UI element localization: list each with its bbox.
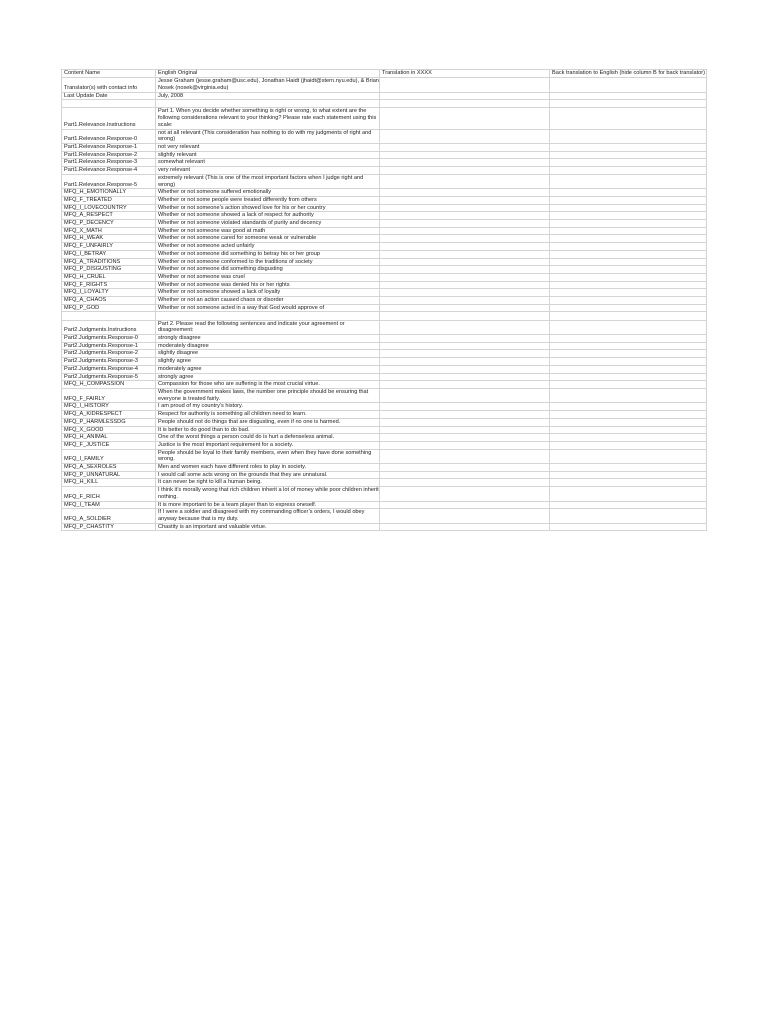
translation-cell[interactable] (380, 335, 550, 343)
translation-cell[interactable] (380, 449, 550, 463)
english-original-cell[interactable]: Part 2. Please read the following sentences and indicate your agreement or disagreement: (156, 320, 380, 334)
back-translation-cell[interactable] (550, 312, 707, 320)
content-name-cell[interactable]: MFQ_H_ANIMAL (62, 434, 156, 442)
english-original-cell[interactable]: Whether or not an action caused chaos or disorder (156, 297, 380, 305)
content-name-cell[interactable]: Part2.Judgments.Response-5 (62, 373, 156, 381)
english-original-cell[interactable]: somewhat relevant (156, 159, 380, 167)
header-translation[interactable]: Translation in XXXX (380, 70, 550, 78)
content-name-cell[interactable]: MFQ_I_BETRAY (62, 250, 156, 258)
back-translation-cell[interactable] (550, 196, 707, 204)
table-row (62, 335, 707, 343)
content-name-cell[interactable]: MFQ_P_HARMLESSDG (62, 418, 156, 426)
translation-cell[interactable] (380, 479, 550, 487)
content-name-cell[interactable]: Part2.Judgments.Response-1 (62, 342, 156, 350)
english-original-cell[interactable]: not at all relevant (This consideration has nothing to do with my judgments of right and wrong) (156, 129, 380, 143)
back-translation-cell[interactable] (550, 471, 707, 479)
table-row (62, 250, 707, 258)
content-name-cell[interactable]: MFQ_H_WEAK (62, 235, 156, 243)
back-translation-cell[interactable] (550, 523, 707, 531)
table-row (62, 297, 707, 305)
translation-cell[interactable] (380, 342, 550, 350)
content-name-cell[interactable]: MFQ_F_JUSTICE (62, 441, 156, 449)
spreadsheet (61, 69, 706, 531)
back-translation-cell[interactable] (550, 220, 707, 228)
back-translation-cell[interactable] (550, 167, 707, 175)
content-name-cell[interactable]: Part1.Relevance.Response-4 (62, 167, 156, 175)
content-name-cell[interactable]: MFQ_A_CHAOS (62, 297, 156, 305)
english-original-cell[interactable]: I am proud of my country’s history. (156, 403, 380, 411)
content-name-cell[interactable]: MFQ_I_FAMILY (62, 449, 156, 463)
english-original-cell[interactable]: It can never be right to kill a human being. (156, 479, 380, 487)
translation-cell[interactable] (380, 487, 550, 501)
content-name-cell[interactable]: MFQ_F_RIGHTS (62, 281, 156, 289)
english-original-cell[interactable]: One of the worst things a person could do is hurt a defenseless animal. (156, 434, 380, 442)
table-row (62, 273, 707, 281)
table-row (62, 144, 707, 152)
english-original-cell[interactable]: I would call some acts wrong on the grounds that they are unnatural. (156, 471, 380, 479)
back-translation-cell[interactable] (550, 151, 707, 159)
content-name-cell[interactable]: MFQ_I_LOVECOUNTRY (62, 204, 156, 212)
english-original-cell[interactable]: July, 2008 (156, 92, 380, 100)
english-original-cell[interactable]: slightly agree (156, 358, 380, 366)
table-row (62, 411, 707, 419)
english-original-cell[interactable]: Jesse Graham (jesse.graham@usc.edu), Jonathan Haidt (jhaidt@stern.nyu.edu), & Brian Nosek (nosek@virginia.edu) (156, 78, 380, 92)
back-translation-cell[interactable] (550, 350, 707, 358)
translation-cell[interactable] (380, 108, 550, 129)
back-translation-cell[interactable] (550, 487, 707, 501)
back-translation-cell[interactable] (550, 297, 707, 305)
translation-cell[interactable] (380, 266, 550, 274)
header-back-translation[interactable]: Back translation to English (hide column B for back translator) (550, 70, 707, 78)
english-original-cell[interactable]: Whether or not someone violated standards of purity and decency (156, 220, 380, 228)
table-row (62, 350, 707, 358)
english-original-cell[interactable]: Whether or not some people were treated differently from others (156, 196, 380, 204)
table-row (62, 289, 707, 297)
back-translation-cell[interactable] (550, 273, 707, 281)
table-row (62, 129, 707, 143)
english-original-cell[interactable]: If I were a soldier and disagreed with my commanding officer’s orders, I would obey anyway because that is my duty. (156, 509, 380, 523)
content-name-cell[interactable]: Last Update Date (62, 92, 156, 100)
back-translation-cell[interactable] (550, 289, 707, 297)
english-original-cell[interactable]: Whether or not someone showed a lack of loyalty (156, 289, 380, 297)
table-row (62, 479, 707, 487)
translation-cell[interactable] (380, 418, 550, 426)
table-row (62, 487, 707, 501)
back-translation-cell[interactable] (550, 129, 707, 143)
table-row (62, 312, 707, 320)
english-original-cell[interactable]: Whether or not someone cared for someone weak or vulnerable (156, 235, 380, 243)
table-row (62, 449, 707, 463)
translation-cell[interactable] (380, 220, 550, 228)
english-original-cell[interactable]: Whether or not someone showed a lack of respect for authority (156, 212, 380, 220)
translation-cell[interactable] (380, 441, 550, 449)
content-name-cell[interactable]: MFQ_P_UNNATURAL (62, 471, 156, 479)
back-translation-cell[interactable] (550, 388, 707, 402)
back-translation-cell[interactable] (550, 159, 707, 167)
table-row (62, 189, 707, 197)
content-name-cell[interactable]: Part1.Relevance.Response-0 (62, 129, 156, 143)
english-original-cell[interactable]: extremely relevant (This is one of the most important factors when I judge right and wrong) (156, 174, 380, 188)
translation-cell[interactable] (380, 411, 550, 419)
translation-cell[interactable] (380, 471, 550, 479)
back-translation-cell[interactable] (550, 342, 707, 350)
content-name-cell[interactable]: MFQ_I_HISTORY (62, 403, 156, 411)
table-row (62, 403, 707, 411)
translation-cell[interactable] (380, 129, 550, 143)
table-row (62, 426, 707, 434)
content-name-cell[interactable]: Part1.Relevance.Response-1 (62, 144, 156, 152)
table-row (62, 281, 707, 289)
translation-cell[interactable] (380, 281, 550, 289)
table-row (62, 151, 707, 159)
english-original-cell[interactable]: strongly agree (156, 373, 380, 381)
table-row (62, 320, 707, 334)
content-name-cell[interactable]: MFQ_A_KIDRESPECT (62, 411, 156, 419)
english-original-cell[interactable]: Whether or not someone was cruel (156, 273, 380, 281)
translation-cell[interactable] (380, 434, 550, 442)
content-name-cell[interactable]: MFQ_X_MATH (62, 227, 156, 235)
english-original-cell[interactable]: Whether or not someone acted in a way that God would approve of (156, 304, 380, 312)
back-translation-cell[interactable] (550, 320, 707, 334)
english-original-cell[interactable] (156, 312, 380, 320)
content-name-cell[interactable]: MFQ_H_EMOTIONALLY (62, 189, 156, 197)
header-content-name[interactable]: Content Name (62, 70, 156, 78)
table-row (62, 235, 707, 243)
translation-cell[interactable] (380, 196, 550, 204)
back-translation-cell[interactable] (550, 373, 707, 381)
content-name-cell[interactable]: MFQ_P_GOD (62, 304, 156, 312)
back-translation-cell[interactable] (550, 250, 707, 258)
table-row (62, 78, 707, 92)
english-original-cell[interactable]: Part 1. When you decide whether something is right or wrong, to what extent are the following considerations relevant to your thinking? Please rate each statement using this scale: (156, 108, 380, 129)
content-name-cell[interactable]: MFQ_A_TRADITIONS (62, 258, 156, 266)
english-original-cell[interactable]: I think it’s morally wrong that rich children inherit a lot of money while poor children inherit nothing. (156, 487, 380, 501)
translation-cell[interactable] (380, 365, 550, 373)
back-translation-cell[interactable] (550, 227, 707, 235)
table-row (62, 243, 707, 251)
english-original-cell[interactable] (156, 100, 380, 108)
table-row (62, 388, 707, 402)
english-original-cell[interactable]: Whether or not someone did something disgusting (156, 266, 380, 274)
back-translation-cell[interactable] (550, 92, 707, 100)
english-original-cell[interactable]: slightly relevant (156, 151, 380, 159)
table-row (62, 304, 707, 312)
back-translation-cell[interactable] (550, 501, 707, 509)
back-translation-cell[interactable] (550, 335, 707, 343)
translation-cell[interactable] (380, 509, 550, 523)
english-original-cell[interactable]: Whether or not someone’s action showed love for his or her country (156, 204, 380, 212)
content-name-cell[interactable]: MFQ_A_SOLDIER (62, 509, 156, 523)
english-original-cell[interactable]: Justice is the most important requirement for a society. (156, 441, 380, 449)
english-original-cell[interactable]: moderately agree (156, 365, 380, 373)
table-row (62, 266, 707, 274)
translation-cell[interactable] (380, 373, 550, 381)
content-name-cell[interactable]: MFQ_I_LOYALTY (62, 289, 156, 297)
table-row (62, 108, 707, 129)
translation-cell[interactable] (380, 212, 550, 220)
translation-cell[interactable] (380, 204, 550, 212)
english-original-cell[interactable]: Compassion for those who are suffering is the most crucial virtue. (156, 381, 380, 389)
content-name-cell[interactable]: Part1.Relevance.Response-2 (62, 151, 156, 159)
table-row (62, 167, 707, 175)
translation-cell[interactable] (380, 289, 550, 297)
translation-cell[interactable] (380, 144, 550, 152)
translation-cell[interactable] (380, 174, 550, 188)
content-name-cell[interactable]: Part2.Judgments.Instructions (62, 320, 156, 334)
header-english-original[interactable]: English Original (156, 70, 380, 78)
english-original-cell[interactable]: Whether or not someone acted unfairly (156, 243, 380, 251)
table-body (62, 78, 707, 531)
table-row (62, 501, 707, 509)
content-name-cell[interactable]: MFQ_F_UNFAIRLY (62, 243, 156, 251)
back-translation-cell[interactable] (550, 464, 707, 472)
content-name-cell[interactable]: MFQ_A_SEXROLES (62, 464, 156, 472)
back-translation-cell[interactable] (550, 266, 707, 274)
table-row (62, 258, 707, 266)
content-name-cell[interactable] (62, 100, 156, 108)
translation-cell[interactable] (380, 320, 550, 334)
english-original-cell[interactable]: strongly disagree (156, 335, 380, 343)
content-name-cell[interactable]: Translator(s) with contact info (62, 78, 156, 92)
back-translation-cell[interactable] (550, 189, 707, 197)
table-row (62, 204, 707, 212)
content-name-cell[interactable]: Part2.Judgments.Response-4 (62, 365, 156, 373)
translation-cell[interactable] (380, 304, 550, 312)
table-row (62, 212, 707, 220)
back-translation-cell[interactable] (550, 258, 707, 266)
table-row (62, 464, 707, 472)
translation-cell[interactable] (380, 388, 550, 402)
header-row (62, 70, 707, 78)
english-original-cell[interactable]: Whether or not someone did something to betray his or her group (156, 250, 380, 258)
table-row (62, 381, 707, 389)
translation-cell[interactable] (380, 464, 550, 472)
translation-cell[interactable] (380, 312, 550, 320)
translation-cell[interactable] (380, 358, 550, 366)
table-row (62, 418, 707, 426)
back-translation-cell[interactable] (550, 235, 707, 243)
back-translation-cell[interactable] (550, 243, 707, 251)
content-name-cell[interactable]: Part1.Relevance.Response-3 (62, 159, 156, 167)
translation-table (61, 69, 707, 531)
back-translation-cell[interactable] (550, 381, 707, 389)
table-row (62, 441, 707, 449)
content-name-cell[interactable]: MFQ_H_KILL (62, 479, 156, 487)
content-name-cell[interactable]: MFQ_I_TEAM (62, 501, 156, 509)
back-translation-cell[interactable] (550, 78, 707, 92)
table-row (62, 471, 707, 479)
back-translation-cell[interactable] (550, 479, 707, 487)
back-translation-cell[interactable] (550, 174, 707, 188)
english-original-cell[interactable]: It is more important to be a team player than to express oneself. (156, 501, 380, 509)
back-translation-cell[interactable] (550, 281, 707, 289)
back-translation-cell[interactable] (550, 144, 707, 152)
content-name-cell[interactable]: MFQ_H_COMPASSION (62, 381, 156, 389)
translation-cell[interactable] (380, 159, 550, 167)
content-name-cell[interactable]: Part1.Relevance.Response-5 (62, 174, 156, 188)
content-name-cell[interactable]: MFQ_P_CHASTITY (62, 523, 156, 531)
english-original-cell[interactable]: People should be loyal to their family members, even when they have done something wrong. (156, 449, 380, 463)
translation-cell[interactable] (380, 273, 550, 281)
content-name-cell[interactable]: MFQ_P_DECENCY (62, 220, 156, 228)
table-row (62, 434, 707, 442)
content-name-cell[interactable]: MFQ_A_RESPECT (62, 212, 156, 220)
back-translation-cell[interactable] (550, 212, 707, 220)
translation-cell[interactable] (380, 426, 550, 434)
content-name-cell[interactable]: MFQ_F_RICH (62, 487, 156, 501)
back-translation-cell[interactable] (550, 449, 707, 463)
translation-cell[interactable] (380, 100, 550, 108)
translation-cell[interactable] (380, 151, 550, 159)
english-original-cell[interactable]: Chastity is an important and valuable virtue. (156, 523, 380, 531)
english-original-cell[interactable]: very relevant (156, 167, 380, 175)
back-translation-cell[interactable] (550, 304, 707, 312)
translation-cell[interactable] (380, 243, 550, 251)
table-row (62, 100, 707, 108)
table-row (62, 227, 707, 235)
english-original-cell[interactable]: Men and women each have different roles to play in society. (156, 464, 380, 472)
content-name-cell[interactable]: Part2.Judgments.Response-0 (62, 335, 156, 343)
translation-cell[interactable] (380, 381, 550, 389)
back-translation-cell[interactable] (550, 509, 707, 523)
back-translation-cell[interactable] (550, 441, 707, 449)
content-name-cell[interactable]: Part1.Relevance.Instructions (62, 108, 156, 129)
english-original-cell[interactable]: Whether or not someone was denied his or her rights (156, 281, 380, 289)
content-name-cell[interactable]: MFQ_H_CRUEL (62, 273, 156, 281)
table-row (62, 365, 707, 373)
english-original-cell[interactable]: Whether or not someone was good at math (156, 227, 380, 235)
back-translation-cell[interactable] (550, 434, 707, 442)
back-translation-cell[interactable] (550, 108, 707, 129)
translation-cell[interactable] (380, 501, 550, 509)
table-row (62, 373, 707, 381)
content-name-cell[interactable]: MFQ_P_DISGUSTING (62, 266, 156, 274)
english-original-cell[interactable]: Whether or not someone conformed to the traditions of society (156, 258, 380, 266)
table-row (62, 92, 707, 100)
translation-cell[interactable] (380, 235, 550, 243)
translation-cell[interactable] (380, 227, 550, 235)
english-original-cell[interactable]: Whether or not someone suffered emotionally (156, 189, 380, 197)
english-original-cell[interactable]: When the government makes laws, the number one principle should be ensuring that everyone is treated fairly. (156, 388, 380, 402)
content-name-cell[interactable] (62, 312, 156, 320)
table-row (62, 509, 707, 523)
back-translation-cell[interactable] (550, 204, 707, 212)
english-original-cell[interactable]: not very relevant (156, 144, 380, 152)
back-translation-cell[interactable] (550, 100, 707, 108)
english-original-cell[interactable]: People should not do things that are disgusting, even if no one is harmed. (156, 418, 380, 426)
table-row (62, 523, 707, 531)
translation-cell[interactable] (380, 189, 550, 197)
table-row (62, 159, 707, 167)
back-translation-cell[interactable] (550, 426, 707, 434)
translation-cell[interactable] (380, 92, 550, 100)
content-name-cell[interactable]: MFQ_F_FAIRLY (62, 388, 156, 402)
content-name-cell[interactable]: MFQ_F_TREATED (62, 196, 156, 204)
content-name-cell[interactable]: Part2.Judgments.Response-2 (62, 350, 156, 358)
back-translation-cell[interactable] (550, 411, 707, 419)
translation-cell[interactable] (380, 350, 550, 358)
table-row (62, 220, 707, 228)
back-translation-cell[interactable] (550, 418, 707, 426)
back-translation-cell[interactable] (550, 403, 707, 411)
content-name-cell[interactable]: Part2.Judgments.Response-3 (62, 358, 156, 366)
back-translation-cell[interactable] (550, 358, 707, 366)
table-row (62, 196, 707, 204)
translation-cell[interactable] (380, 250, 550, 258)
translation-cell[interactable] (380, 78, 550, 92)
translation-cell[interactable] (380, 167, 550, 175)
english-original-cell[interactable]: Respect for authority is something all children need to learn. (156, 411, 380, 419)
translation-cell[interactable] (380, 523, 550, 531)
translation-cell[interactable] (380, 258, 550, 266)
english-original-cell[interactable]: It is better to do good than to do bad. (156, 426, 380, 434)
translation-cell[interactable] (380, 297, 550, 305)
table-row (62, 342, 707, 350)
table-row (62, 358, 707, 366)
back-translation-cell[interactable] (550, 365, 707, 373)
translation-cell[interactable] (380, 403, 550, 411)
english-original-cell[interactable]: slightly disagree (156, 350, 380, 358)
table-row (62, 174, 707, 188)
english-original-cell[interactable]: moderately disagree (156, 342, 380, 350)
content-name-cell[interactable]: MFQ_X_GOOD (62, 426, 156, 434)
